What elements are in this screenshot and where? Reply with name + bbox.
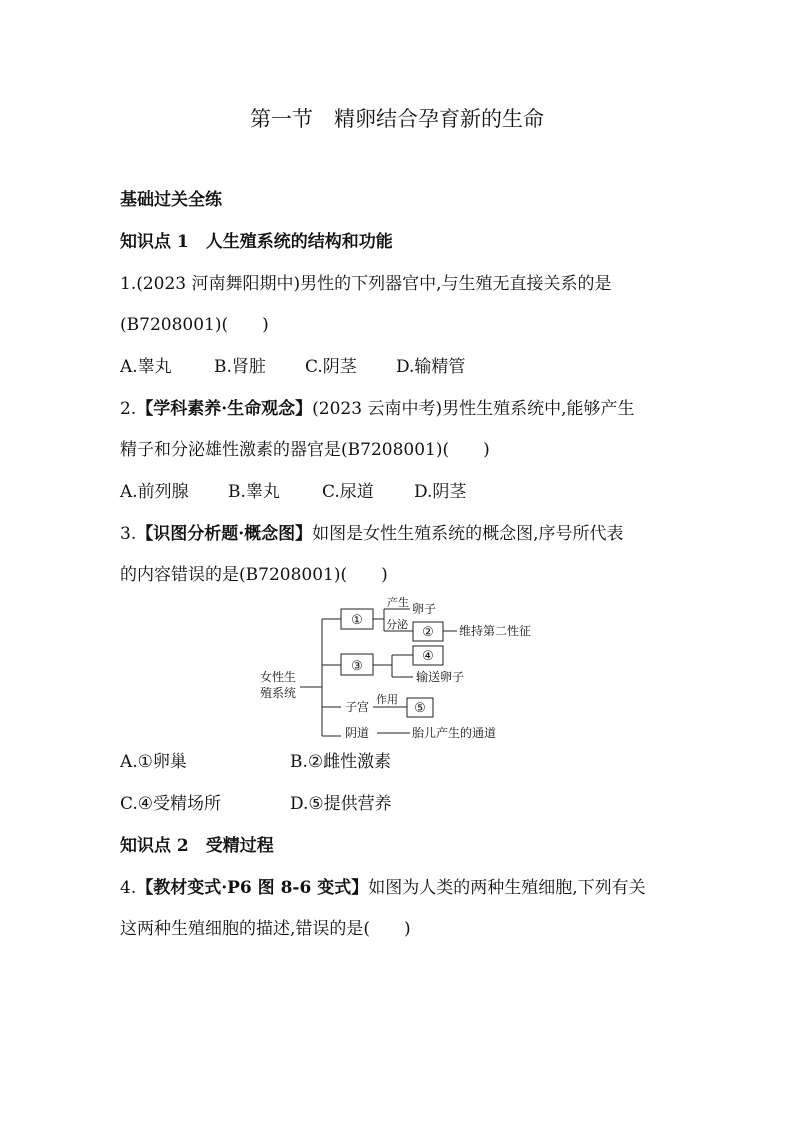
- q4-number: 4.: [120, 878, 137, 898]
- diagram-root-line2: 殖系统: [260, 686, 297, 700]
- knowledge-point-1: 知识点 1 人生殖系统的结构和功能: [120, 232, 393, 252]
- diagram-label-effect: 作用: [376, 693, 398, 706]
- q2-close-paren: ): [483, 440, 490, 460]
- q3-option-c: C.④受精场所: [120, 794, 222, 814]
- q4-text-2: 这两种生殖细胞的描述,错误的是(: [120, 919, 371, 939]
- q4-close-paren: ): [404, 919, 411, 939]
- q1-line2: [120, 313, 680, 337]
- q4-tag: 【教材变式·P6 图 8-6 变式】: [136, 878, 369, 898]
- diagram-label-vagina: 阴道: [345, 726, 370, 740]
- q1-option-b: B.肾脏: [214, 357, 266, 377]
- diagram-label-secrete: 分泌: [386, 618, 408, 631]
- q2-option-d: D.阴茎: [414, 482, 467, 502]
- diagram-label-produce: 产生: [387, 597, 409, 609]
- concept-diagram: [250, 597, 550, 743]
- q3-text-2: 的内容错误的是(B7208001)(: [120, 565, 348, 585]
- diagram-label-maintain: 维持第二性征: [459, 624, 532, 638]
- q2-text: (2023 云南中考)男性生殖系统中,能够产生: [312, 399, 635, 419]
- diagram-node-5: ⑤: [414, 701, 426, 716]
- diagram-label-uterus: 子宫: [345, 700, 370, 714]
- q2-line1: [120, 397, 680, 421]
- diagram-label-egg: 卵子: [412, 602, 437, 616]
- q3-close-paren: ): [381, 565, 388, 585]
- q2-line2: [120, 438, 680, 462]
- page-title: 第一节 精卵结合孕育新的生命: [250, 107, 544, 131]
- diagram-label-transport: 输送卵子: [416, 670, 465, 684]
- q3-line2: [120, 563, 680, 587]
- q2-number: 2.: [120, 399, 137, 419]
- q2-tag: 【学科素养·生命观念】: [136, 399, 313, 419]
- q2-option-b: B.睾丸: [228, 482, 280, 502]
- q1-option-d: D.输精管: [396, 357, 466, 377]
- q4-text: 如图为人类的两种生殖细胞,下列有关: [368, 878, 646, 898]
- q3-text: 如图是女性生殖系统的概念图,序号所代表: [312, 524, 624, 544]
- q3-option-b: B.②雌性激素: [290, 752, 392, 772]
- diagram-root-line1: 女性生: [260, 670, 297, 684]
- q1-close-paren: ): [262, 315, 269, 335]
- q3-number: 3.: [120, 524, 137, 544]
- q1-line1: 1.(2023 河南舞阳期中)男性的下列器官中,与生殖无直接关系的是: [120, 274, 612, 294]
- section-heading: 基础过关全练: [120, 190, 222, 210]
- q2-option-a: A.前列腺: [120, 482, 189, 502]
- diagram-node-1: ①: [351, 613, 363, 628]
- q4-line1: [120, 876, 680, 900]
- q1-code: (B7208001)(: [120, 315, 229, 335]
- diagram-node-4: ④: [422, 649, 434, 664]
- q3-option-a: A.①卵巢: [120, 752, 187, 772]
- q2-option-c: C.尿道: [322, 482, 374, 502]
- q3-option-d: D.⑤提供营养: [290, 794, 392, 814]
- q3-tag: 【识图分析题·概念图】: [136, 524, 313, 544]
- q3-line1: [120, 522, 680, 546]
- diagram-node-3: ③: [351, 659, 363, 674]
- q2-text-2: 精子和分泌雄性激素的器官是(B7208001)(: [120, 440, 450, 460]
- q1-option-c: C.阴茎: [305, 357, 357, 377]
- q1-option-a: A.睾丸: [120, 357, 172, 377]
- knowledge-point-2: 知识点 2 受精过程: [120, 836, 274, 856]
- diagram-label-birth-canal: 胎儿产生的通道: [412, 726, 497, 740]
- q4-line2: [120, 917, 680, 941]
- diagram-node-2: ②: [422, 625, 434, 640]
